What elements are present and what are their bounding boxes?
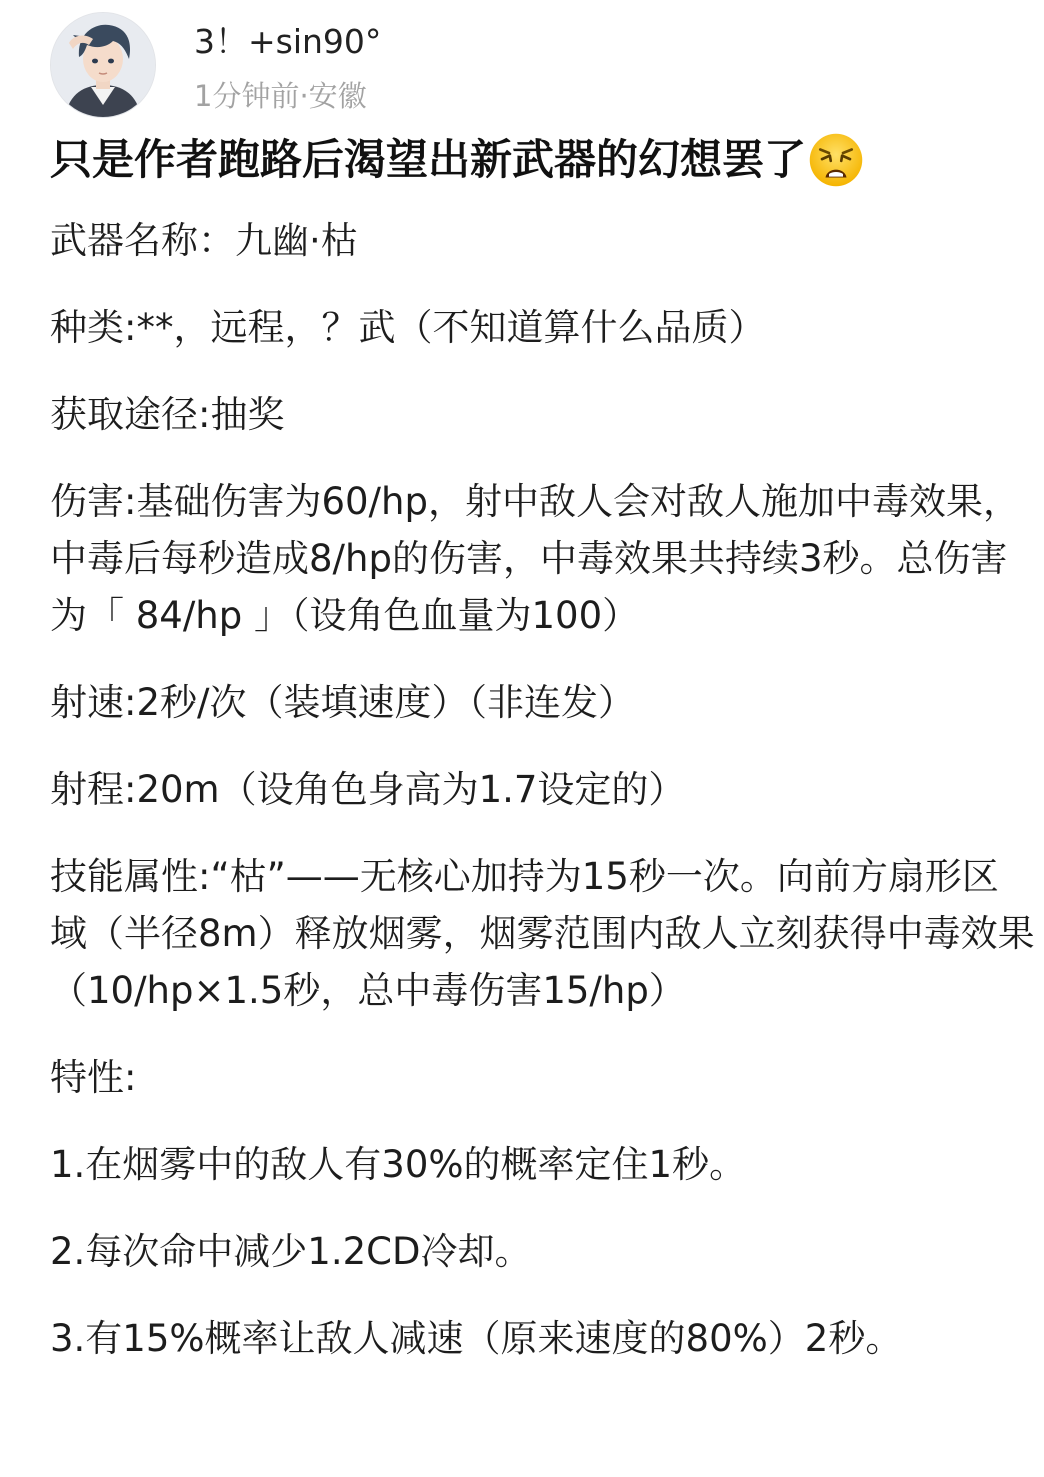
trait-item: 1.在烟雾中的敌人有30%的概率定住1秒。 — [50, 1143, 747, 1186]
fire-rate-line: 射速:2秒/次（装填速度）（非连发） — [50, 681, 635, 724]
trait-item: 2.每次命中减少1.2CD冷却。 — [50, 1230, 532, 1273]
post-title-text: 只是作者跑路后渴望出新武器的幻想罢了 — [50, 135, 807, 184]
author-name[interactable]: 3！+sin90° — [194, 22, 382, 61]
skill-paragraph: 技能属性:“枯”——无核心加持为15秒一次。向前方扇形区域（半径8m）释放烟雾，烟雾范围内敌人立刻获得中毒效果（10/hp×1.5秒，总中毒伤害15/hp） — [50, 855, 1035, 1012]
damage-paragraph: 伤害:基础伤害为60/hp，射中敌人会对敌人施加中毒效果，中毒后每秒造成8/hp的伤害，中毒效果共持续3秒。总伤害为「 84/hp 」（设角色血量为100） — [50, 480, 1020, 637]
trait-item: 3.有15%概率让敌人减速（原来速度的80%）2秒。 — [50, 1317, 903, 1360]
weapon-name-line: 武器名称：九幽·枯 — [50, 219, 358, 262]
acquisition-line: 获取途径:抽奖 — [50, 393, 285, 436]
post-body — [50, 212, 1035, 1397]
post-title — [50, 128, 1010, 192]
weapon-type-line: 种类:**，远程，？武（不知道算什么品质） — [50, 306, 766, 349]
avatar[interactable] — [50, 12, 156, 118]
anime-boy-avatar-icon — [51, 13, 155, 117]
traits-heading: 特性: — [50, 1056, 137, 1099]
weary-face-emoji-icon — [808, 132, 864, 188]
range-line: 射程:20m（设角色身高为1.7设定的） — [50, 768, 686, 811]
post-header — [48, 10, 988, 120]
post-meta: 1分钟前·安徽 — [194, 79, 367, 113]
